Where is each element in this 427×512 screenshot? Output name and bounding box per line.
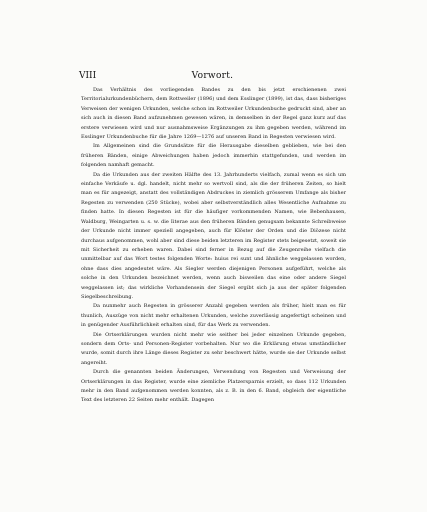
paragraph: Da nunmehr auch Regesten in grösserer Anzahl gegeben werden als früher, hielt man es für thunlich, Auszüge von nicht mehr erhaltenen Urkunden, welche zuverlässig angefertigt scheinen und in genügender Ausführlichkeit erhalten sind, für das Werk zu verwenden. <box>81 303 346 329</box>
body-text <box>81 86 346 406</box>
paragraph: Da die Urkunden aus der zweiten Hälfte des 13. Jahrhunderts vielfach, zumal wenn es sich um einfache Verkäufe u. dgl. handelt, nicht mehr so wertvoll sind, als die der früheren Zeiten, so hielt man es für angezeigt, anstatt des vollständigen Abdruckes in ziemlich grösserem Umfange als bisher Regesten zu verwenden (250 Stücke), wobei aber selbstverständlich alles Wesentliche Aufnahme zu finden hatte. In diesen Regesten ist für die häufiger vorkommenden Namen, wie Bebenhausen, Waldburg, Weingarten u. s. w. die Iiterae aus den früheren Bänden genugsam bekannte Schreibweise der Urkunde nicht immer speziell angegeben, auch für Klöster der Orden und die Diözese nicht durchaus aufgenommen, wohl aber sind diese beiden letzteren im Register stets beigesetzt, soweit sie mit Sicherheit zu erheben waren. Dabei sind ferner in Bezug auf die Zeugenreihe vielfach die unmittelbar auf das Wort testes folgenden Worte: huius rei sunt und ähnliche weggelassen worden, ohne dass dies angedeutet wäre. Als Siegler werden diejenigen Personen aufgeführt, welche als solche in den Urkunden bezeichnet werden, wenn auch bisweilen das eine oder andere Siegel weggelassen ist; das wirkliche Vorhandensein der Siegel ergibt sich ja aus der später folgenden Siegelbeschreibung. <box>81 171 346 300</box>
running-title: Vorwort. <box>191 71 234 81</box>
paragraph: Die Ortserklärungen wurden nicht mehr wie seither bei jeder einzelnen Urkunde gegeben, sondern dem Orts- und Personen-Register vorbehalten. Nur wo die Erklärung etwas umständlicher wurde, somit durch ihre Länge dieses Register zu sehr beschwert hätte, wurde sie der Urkunde selbst angereiht. <box>81 331 346 366</box>
page-number: VIII <box>79 71 97 81</box>
page-header <box>79 70 346 82</box>
paragraph: Im Allgemeinen sind die Grundsätze für die Herausgabe dieselben geblieben, wie bei den früheren Bänden, einige Abweichungen haben jedoch immerhin stattgefunden, und werden im folgenden namhaft gemacht. <box>81 143 346 169</box>
paragraph: Durch die genannten beiden Änderungen, Verwendung von Regesten und Verweisung der Ortserklärungen in das Register, wurde eine ziemliche Platzersparnis erzielt, so dass 112 Urkunden mehr in den Band aufgenommen werden konnten, als z. B. in den 6. Band, obgleich der eigentliche Text des letzteren 22 Seiten mehr enthält. Dagegen <box>81 369 346 404</box>
paragraph: Das Verhältnis des vorliegenden Bandes zu den bis jetzt erschienenen zwei Territorialurkundenbüchern, dem Rottweiler (1896) und dem Esslinger (1899), ist das, dass bisheriges Verweisen der wenigen Urkunden, welche schon im Rottweiler Urkundenbuche gedruckt sind, aber an sich auch in diesen Band aufzunehmen gewesen wären, in demselben in der Regel ganz kurz auf das erstere verwiesen wird und nur ausnahmsweise Ergänzungen zu ihm gegeben werden, während im Esslinger Urkundenbuche für die Jahre 1269—1276 auf unseren Band in Regesten verwiesen wird. <box>81 87 346 141</box>
